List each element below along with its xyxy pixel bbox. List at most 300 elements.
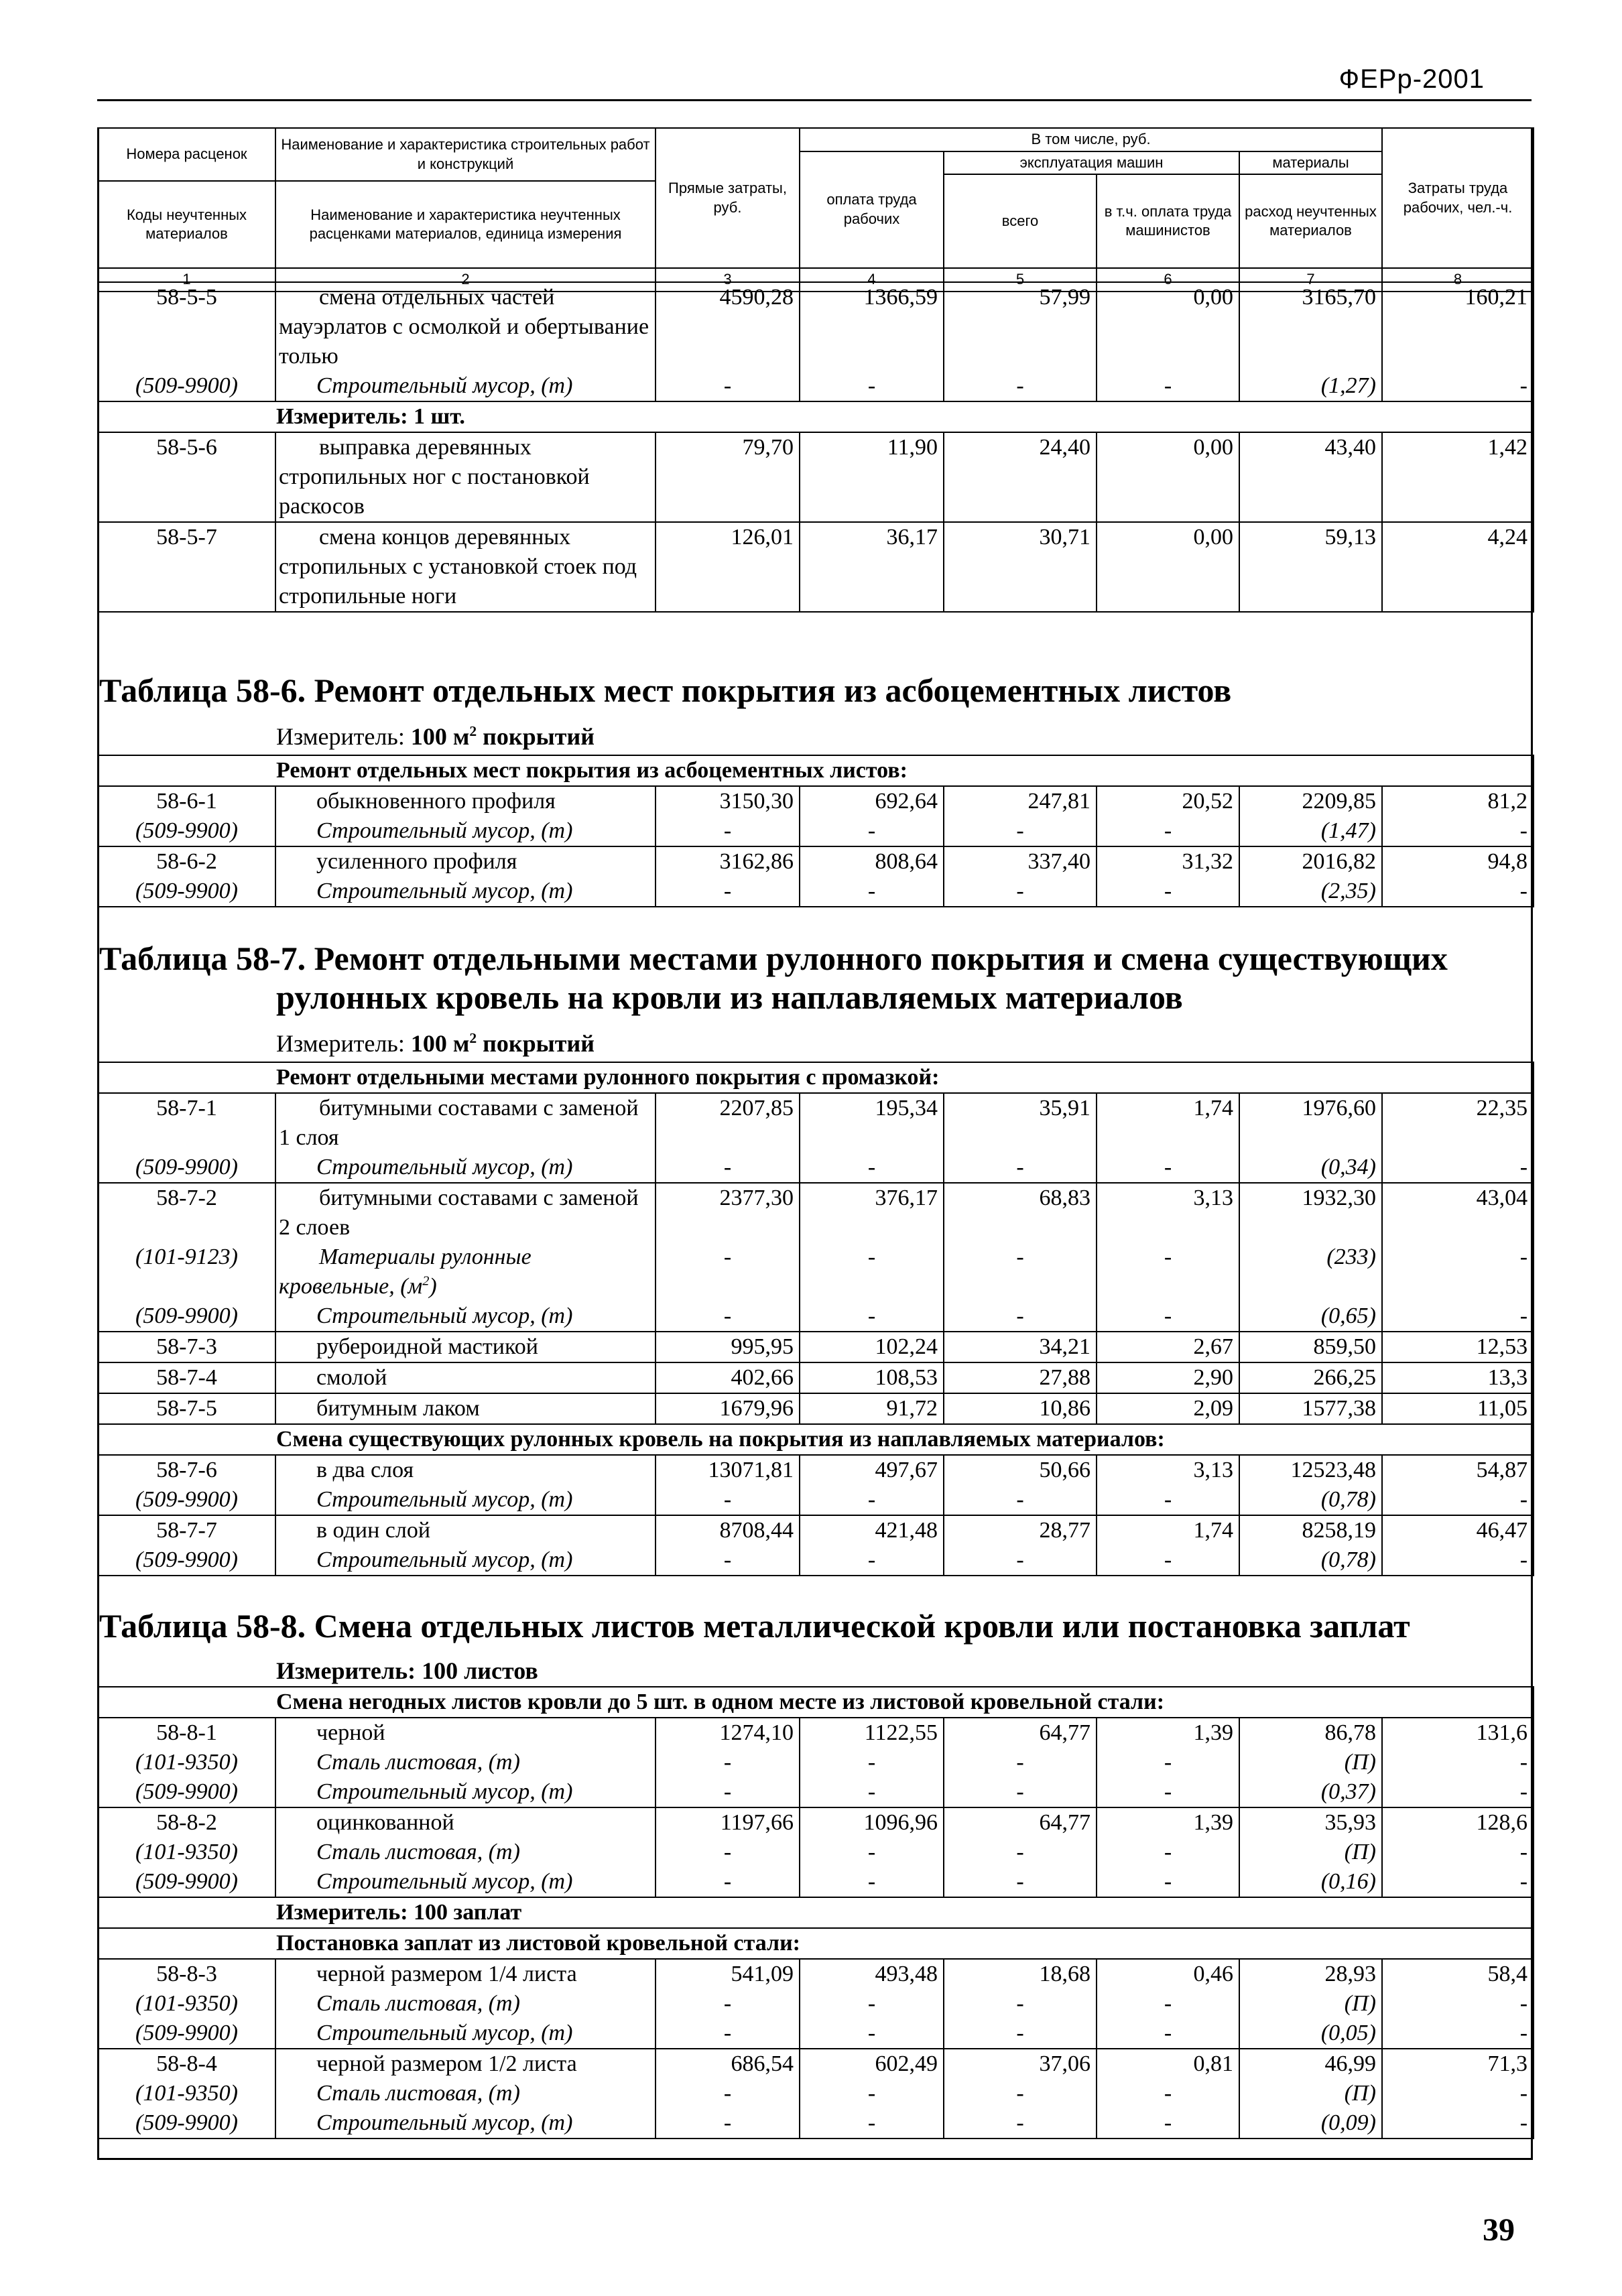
col-head-2-bottom: Наименование и характеристика неучтенных расценками материалов, единица измерения xyxy=(275,181,656,268)
machines-total: 35,91 xyxy=(944,1093,1097,1153)
value: - xyxy=(656,1777,800,1807)
measure-prefix: Измеритель: xyxy=(276,723,411,750)
value: - xyxy=(1382,1301,1534,1332)
document-code: ФЕРр-2001 xyxy=(1338,64,1485,94)
machines-total: 68,83 xyxy=(944,1183,1097,1242)
machinists-wage: 2,67 xyxy=(1097,1332,1239,1362)
value: - xyxy=(1097,1777,1239,1807)
table-58-7-measure xyxy=(276,1029,595,1058)
table-row xyxy=(98,1455,1534,1485)
material-name: Строительный мусор, (т) xyxy=(275,2019,656,2049)
value: - xyxy=(1097,1867,1239,1897)
table-row xyxy=(98,786,1534,816)
col-head-machines: эксплуатация машин xyxy=(944,151,1239,175)
material-amount: (1,47) xyxy=(1239,816,1382,846)
value: - xyxy=(1097,2019,1239,2049)
measure-value: 100 м xyxy=(410,1030,470,1057)
machinists-wage: 20,52 xyxy=(1097,786,1239,816)
column-header xyxy=(97,127,1533,288)
material-amount: (0,78) xyxy=(1239,1485,1382,1515)
table-row xyxy=(98,1687,1534,1718)
labor-wage: 1096,96 xyxy=(800,1807,944,1838)
section-heading: Смена негодных листов кровли до 5 шт. в одном месте из листовой кровельной стали: xyxy=(98,1687,1534,1718)
machines-total: 24,40 xyxy=(944,432,1097,522)
table-row xyxy=(98,1153,1534,1183)
work-name: смолой xyxy=(275,1362,656,1393)
direct-cost: 686,54 xyxy=(656,2049,800,2079)
work-name: усиленного профиля xyxy=(275,846,656,877)
col-head-1-top: Номера расценок xyxy=(126,145,247,163)
material-name: Строительный мусор, (т) xyxy=(275,1485,656,1515)
unit-sup: 2 xyxy=(422,1273,430,1289)
table-row xyxy=(98,432,1534,522)
value: - xyxy=(800,1867,944,1897)
material-code: (101-9123) xyxy=(98,1242,275,1301)
col-head-6: в т.ч. оплата труда машинистов xyxy=(1097,174,1239,268)
table-58-7-title: Таблица 58-7. Ремонт отдельными местами рулонного покрытия и смена существующих xyxy=(99,940,1448,977)
machines-total: 30,71 xyxy=(944,522,1097,612)
machines-total: 18,68 xyxy=(944,1959,1097,1989)
direct-cost: 126,01 xyxy=(656,522,800,612)
table-row xyxy=(98,371,1534,401)
labor-hours: 13,3 xyxy=(1382,1362,1534,1393)
col-num: 3 xyxy=(656,268,800,292)
machines-total: 10,86 xyxy=(944,1393,1097,1424)
table-row xyxy=(98,1362,1534,1393)
material-name: Строительный мусор, (т) xyxy=(275,2108,656,2139)
materials-cost: 28,93 xyxy=(1239,1959,1382,1989)
machinists-wage: 0,00 xyxy=(1097,432,1239,522)
table-row xyxy=(98,1867,1534,1897)
table-row xyxy=(98,401,1534,432)
direct-cost: 2377,30 xyxy=(656,1183,800,1242)
machines-total: 27,88 xyxy=(944,1362,1097,1393)
labor-wage: 808,64 xyxy=(800,846,944,877)
rate-code: 58-7-3 xyxy=(98,1332,275,1362)
material-amount: (0,78) xyxy=(1239,1545,1382,1576)
rate-code: 58-8-4 xyxy=(98,2049,275,2079)
value: - xyxy=(1382,1545,1534,1576)
machines-total: 50,66 xyxy=(944,1455,1097,1485)
value: - xyxy=(1382,1485,1534,1515)
col-num: 1 xyxy=(98,268,275,292)
value: - xyxy=(944,2019,1097,2049)
material-name: Сталь листовая, (т) xyxy=(275,1989,656,2019)
col-head-2-top: Наименование и характеристика строительных работ и конструкций xyxy=(281,136,650,172)
labor-hours: 71,3 xyxy=(1382,2049,1534,2079)
material-name-text: Материалы рулонные кровельные, (м xyxy=(279,1245,532,1299)
material-name: Строительный мусор, (т) xyxy=(275,877,656,907)
direct-cost: 541,09 xyxy=(656,1959,800,1989)
value: - xyxy=(1097,877,1239,907)
table-row xyxy=(98,1748,1534,1777)
table-row xyxy=(98,1093,1534,1153)
value: - xyxy=(944,1867,1097,1897)
value: - xyxy=(1382,1838,1534,1867)
value: - xyxy=(1382,1153,1534,1183)
materials-cost: 1932,30 xyxy=(1239,1183,1382,1242)
direct-cost: 4590,28 xyxy=(656,282,800,371)
table-row xyxy=(98,282,1534,371)
value: - xyxy=(944,1153,1097,1183)
material-code: (509-9900) xyxy=(98,816,275,846)
machinists-wage: 3,13 xyxy=(1097,1183,1239,1242)
col-head-8: Затраты труда рабочих, чел.-ч. xyxy=(1382,128,1534,268)
material-name: Строительный мусор, (т) xyxy=(275,1545,656,1576)
measure-unit: Измеритель: 1 шт. xyxy=(98,401,1534,432)
labor-wage: 1366,59 xyxy=(800,282,944,371)
value: - xyxy=(944,1748,1097,1777)
work-name: обыкновенного профиля xyxy=(275,786,656,816)
materials-cost: 35,93 xyxy=(1239,1807,1382,1838)
measure-sup: 2 xyxy=(469,723,477,739)
material-amount: (0,37) xyxy=(1239,1777,1382,1807)
value: - xyxy=(656,1485,800,1515)
material-code: (101-9350) xyxy=(98,1989,275,2019)
table-row xyxy=(98,1959,1534,1989)
table-row xyxy=(98,1897,1534,1928)
table-row xyxy=(98,1424,1534,1455)
header-rule xyxy=(97,99,1532,101)
value: - xyxy=(656,1838,800,1867)
value: - xyxy=(656,1242,800,1301)
labor-wage: 1122,55 xyxy=(800,1718,944,1748)
value: - xyxy=(944,1838,1097,1867)
value: - xyxy=(800,1777,944,1807)
direct-cost: 3150,30 xyxy=(656,786,800,816)
labor-wage: 493,48 xyxy=(800,1959,944,1989)
value: - xyxy=(800,1485,944,1515)
machinists-wage: 1,74 xyxy=(1097,1515,1239,1545)
col-head-1-bottom: Коды неучтенных материалов xyxy=(98,181,275,268)
labor-hours: 46,47 xyxy=(1382,1515,1534,1545)
machines-total: 34,21 xyxy=(944,1332,1097,1362)
value: - xyxy=(656,1545,800,1576)
work-name: рубероидной мастикой xyxy=(275,1332,656,1362)
value: - xyxy=(656,371,800,401)
value: - xyxy=(1382,2079,1534,2108)
material-name: Строительный мусор, (т) xyxy=(275,1301,656,1332)
value: - xyxy=(1097,371,1239,401)
value: - xyxy=(800,877,944,907)
value: - xyxy=(944,1777,1097,1807)
col-num: 5 xyxy=(944,268,1097,292)
labor-hours: 128,6 xyxy=(1382,1807,1534,1838)
material-code: (509-9900) xyxy=(98,371,275,401)
material-amount: (П) xyxy=(1239,1838,1382,1867)
rate-code: 58-8-1 xyxy=(98,1718,275,1748)
table-row xyxy=(98,1332,1534,1362)
value: - xyxy=(656,1867,800,1897)
labor-hours: 160,21 xyxy=(1382,282,1534,371)
rate-code: 58-7-2 xyxy=(98,1183,275,1242)
rate-code: 58-6-1 xyxy=(98,786,275,816)
value: - xyxy=(800,2079,944,2108)
machinists-wage: 0,00 xyxy=(1097,522,1239,612)
labor-wage: 692,64 xyxy=(800,786,944,816)
material-code: (509-9900) xyxy=(98,1153,275,1183)
measure-value: 100 м xyxy=(410,723,470,750)
rate-code: 58-5-5 xyxy=(98,282,275,371)
material-amount: (0,65) xyxy=(1239,1301,1382,1332)
labor-wage: 602,49 xyxy=(800,2049,944,2079)
value: - xyxy=(1382,2108,1534,2139)
work-name: битумными составами с заменой 1 слоя xyxy=(275,1093,656,1153)
value: - xyxy=(800,371,944,401)
value: - xyxy=(944,1242,1097,1301)
labor-hours: 94,8 xyxy=(1382,846,1534,877)
work-name: в один слой xyxy=(275,1515,656,1545)
section-heading: Ремонт отдельными местами рулонного покрытия с промазкой: xyxy=(98,1062,1534,1093)
labor-wage: 376,17 xyxy=(800,1183,944,1242)
value: - xyxy=(656,2079,800,2108)
table-row xyxy=(98,522,1534,612)
material-name: Сталь листовая, (т) xyxy=(275,1838,656,1867)
value: - xyxy=(800,1989,944,2019)
machinists-wage: 1,39 xyxy=(1097,1807,1239,1838)
rate-code: 58-7-1 xyxy=(98,1093,275,1153)
materials-cost: 12523,48 xyxy=(1239,1455,1382,1485)
direct-cost: 79,70 xyxy=(656,432,800,522)
material-amount: (2,35) xyxy=(1239,877,1382,907)
value: - xyxy=(1097,1838,1239,1867)
value: - xyxy=(1382,1989,1534,2019)
table-row xyxy=(98,2108,1534,2139)
table-row xyxy=(98,1928,1534,1959)
materials-cost: 2209,85 xyxy=(1239,786,1382,816)
material-code: (101-9350) xyxy=(98,1748,275,1777)
materials-cost: 1976,60 xyxy=(1239,1093,1382,1153)
work-name: в два слоя xyxy=(275,1455,656,1485)
labor-hours: 22,35 xyxy=(1382,1093,1534,1153)
col-head-3: Прямые затраты, руб. xyxy=(656,128,800,268)
value: - xyxy=(800,1153,944,1183)
direct-cost: 1274,10 xyxy=(656,1718,800,1748)
labor-hours: 131,6 xyxy=(1382,1718,1534,1748)
labor-wage: 497,67 xyxy=(800,1455,944,1485)
col-head-4: оплата труда рабочих xyxy=(800,151,944,269)
direct-cost: 995,95 xyxy=(656,1332,800,1362)
labor-wage: 36,17 xyxy=(800,522,944,612)
machinists-wage: 0,00 xyxy=(1097,282,1239,371)
table-58-5-cont xyxy=(97,281,1534,613)
section-heading: Постановка заплат из листовой кровельной стали: xyxy=(98,1928,1534,1959)
rate-code: 58-5-6 xyxy=(98,432,275,522)
machinists-wage: 2,90 xyxy=(1097,1362,1239,1393)
table-row xyxy=(98,1242,1534,1301)
materials-cost: 2016,82 xyxy=(1239,846,1382,877)
direct-cost: 1679,96 xyxy=(656,1393,800,1424)
material-name: Сталь листовая, (т) xyxy=(275,1748,656,1777)
labor-hours: 12,53 xyxy=(1382,1332,1534,1362)
materials-cost: 3165,70 xyxy=(1239,282,1382,371)
work-name: черной размером 1/2 листа xyxy=(275,2049,656,2079)
rate-code: 58-5-7 xyxy=(98,522,275,612)
col-num: 6 xyxy=(1097,268,1239,292)
materials-cost: 8258,19 xyxy=(1239,1515,1382,1545)
value: - xyxy=(800,2019,944,2049)
material-code: (509-9900) xyxy=(98,1545,275,1576)
labor-hours: 1,42 xyxy=(1382,432,1534,522)
labor-wage: 108,53 xyxy=(800,1362,944,1393)
value: - xyxy=(1382,816,1534,846)
value: - xyxy=(1382,1867,1534,1897)
material-name xyxy=(275,1242,656,1301)
value: - xyxy=(1097,1242,1239,1301)
materials-cost: 86,78 xyxy=(1239,1718,1382,1748)
machines-total: 247,81 xyxy=(944,786,1097,816)
measure-suffix: покрытий xyxy=(477,723,595,750)
table-58-6 xyxy=(97,755,1534,907)
table-row xyxy=(98,2049,1534,2079)
material-amount: (233) xyxy=(1239,1242,1382,1301)
rate-code: 58-7-7 xyxy=(98,1515,275,1545)
value: - xyxy=(1097,2079,1239,2108)
table-58-6-title: Таблица 58-6. Ремонт отдельных мест покрытия из асбоцементных листов xyxy=(99,672,1232,709)
machinists-wage: 0,46 xyxy=(1097,1959,1239,1989)
value: - xyxy=(944,877,1097,907)
machinists-wage: 1,39 xyxy=(1097,1718,1239,1748)
work-name: битумным лаком xyxy=(275,1393,656,1424)
measure-prefix: Измеритель: xyxy=(276,1030,411,1057)
material-name: Строительный мусор, (т) xyxy=(275,1153,656,1183)
material-code: (509-9900) xyxy=(98,1777,275,1807)
direct-cost: 2207,85 xyxy=(656,1093,800,1153)
labor-wage: 195,34 xyxy=(800,1093,944,1153)
value: - xyxy=(1097,1301,1239,1332)
material-amount: (0,05) xyxy=(1239,2019,1382,2049)
machinists-wage: 0,81 xyxy=(1097,2049,1239,2079)
machines-total: 28,77 xyxy=(944,1515,1097,1545)
table-row xyxy=(98,816,1534,846)
table-58-8-title: Таблица 58-8. Смена отдельных листов металлической кровли или постановка заплат xyxy=(99,1607,1410,1645)
material-amount: (1,27) xyxy=(1239,371,1382,401)
labor-wage: 91,72 xyxy=(800,1393,944,1424)
materials-cost: 1577,38 xyxy=(1239,1393,1382,1424)
material-name: Сталь листовая, (т) xyxy=(275,2079,656,2108)
value: - xyxy=(944,2079,1097,2108)
material-amount: (0,34) xyxy=(1239,1153,1382,1183)
machinists-wage: 3,13 xyxy=(1097,1455,1239,1485)
value: - xyxy=(1097,816,1239,846)
value: - xyxy=(656,2019,800,2049)
value: - xyxy=(1097,1545,1239,1576)
materials-cost: 859,50 xyxy=(1239,1332,1382,1362)
material-amount: (П) xyxy=(1239,1748,1382,1777)
col-head-in-total: В том числе, руб. xyxy=(800,128,1382,151)
labor-hours: 58,4 xyxy=(1382,1959,1534,1989)
material-name: Строительный мусор, (т) xyxy=(275,816,656,846)
work-name: смена отдельных частей мауэрлатов с осмолкой и обертывание толью xyxy=(275,282,656,371)
value: - xyxy=(656,1153,800,1183)
col-head-materials: материалы xyxy=(1239,151,1382,175)
value: - xyxy=(800,1301,944,1332)
table-row xyxy=(98,1807,1534,1838)
value: - xyxy=(656,2108,800,2139)
value: - xyxy=(1097,1153,1239,1183)
value: - xyxy=(1097,1748,1239,1777)
value: - xyxy=(656,877,800,907)
material-code: (509-9900) xyxy=(98,1867,275,1897)
table-58-6-measure xyxy=(276,722,595,751)
section-heading: Ремонт отдельных мест покрытия из асбоцементных листов: xyxy=(98,755,1534,786)
value: - xyxy=(1097,1989,1239,2019)
labor-wage: 11,90 xyxy=(800,432,944,522)
col-num: 8 xyxy=(1382,268,1534,292)
measure-sup: 2 xyxy=(469,1030,477,1046)
table-58-8 xyxy=(97,1686,1534,2139)
direct-cost: 8708,44 xyxy=(656,1515,800,1545)
work-name: черной xyxy=(275,1718,656,1748)
value: - xyxy=(944,2108,1097,2139)
material-code: (101-9350) xyxy=(98,2079,275,2108)
table-row xyxy=(98,1183,1534,1242)
value: - xyxy=(1097,2108,1239,2139)
table-row xyxy=(98,1393,1534,1424)
machinists-wage: 31,32 xyxy=(1097,846,1239,877)
labor-wage: 421,48 xyxy=(800,1515,944,1545)
material-code: (509-9900) xyxy=(98,1301,275,1332)
value: - xyxy=(1382,877,1534,907)
table-58-7-title-line2: рулонных кровель на кровли из наплавляемых материалов xyxy=(276,978,1183,1016)
col-head-2 xyxy=(275,128,656,181)
value: - xyxy=(944,1485,1097,1515)
table-row xyxy=(98,1989,1534,2019)
rate-code: 58-7-4 xyxy=(98,1362,275,1393)
rate-code: 58-8-2 xyxy=(98,1807,275,1838)
value: - xyxy=(800,1242,944,1301)
table-row xyxy=(98,1838,1534,1867)
value: - xyxy=(800,1748,944,1777)
machinists-wage: 1,74 xyxy=(1097,1093,1239,1153)
machines-total: 37,06 xyxy=(944,2049,1097,2079)
measure-unit: Измеритель: 100 заплат xyxy=(98,1897,1534,1928)
value: - xyxy=(656,1301,800,1332)
rate-code: 58-7-5 xyxy=(98,1393,275,1424)
materials-cost: 46,99 xyxy=(1239,2049,1382,2079)
value: - xyxy=(800,2108,944,2139)
materials-cost: 59,13 xyxy=(1239,522,1382,612)
value: - xyxy=(944,1301,1097,1332)
labor-hours: 81,2 xyxy=(1382,786,1534,816)
direct-cost: 3162,86 xyxy=(656,846,800,877)
col-num: 2 xyxy=(275,268,656,292)
direct-cost: 402,66 xyxy=(656,1362,800,1393)
page-number: 39 xyxy=(1483,2212,1515,2248)
material-code: (101-9350) xyxy=(98,1838,275,1867)
material-name: Строительный мусор, (т) xyxy=(275,1867,656,1897)
value: - xyxy=(944,371,1097,401)
materials-cost: 266,25 xyxy=(1239,1362,1382,1393)
material-name-end: ) xyxy=(429,1274,437,1299)
materials-cost: 43,40 xyxy=(1239,432,1382,522)
material-amount: (П) xyxy=(1239,2079,1382,2108)
table-row xyxy=(98,877,1534,907)
work-name: битумными составами с заменой 2 слоев xyxy=(275,1183,656,1242)
value: - xyxy=(656,816,800,846)
table-row xyxy=(98,846,1534,877)
material-code: (509-9900) xyxy=(98,2019,275,2049)
labor-wage: 102,24 xyxy=(800,1332,944,1362)
table-row xyxy=(98,2079,1534,2108)
col-num: 4 xyxy=(800,268,944,292)
labor-hours: 54,87 xyxy=(1382,1455,1534,1485)
section-heading: Смена существующих рулонных кровель на покрытия из наплавляемых материалов: xyxy=(98,1424,1534,1455)
col-num: 7 xyxy=(1239,268,1382,292)
value: - xyxy=(656,1989,800,2019)
machines-total: 64,77 xyxy=(944,1807,1097,1838)
table-row xyxy=(98,1515,1534,1545)
